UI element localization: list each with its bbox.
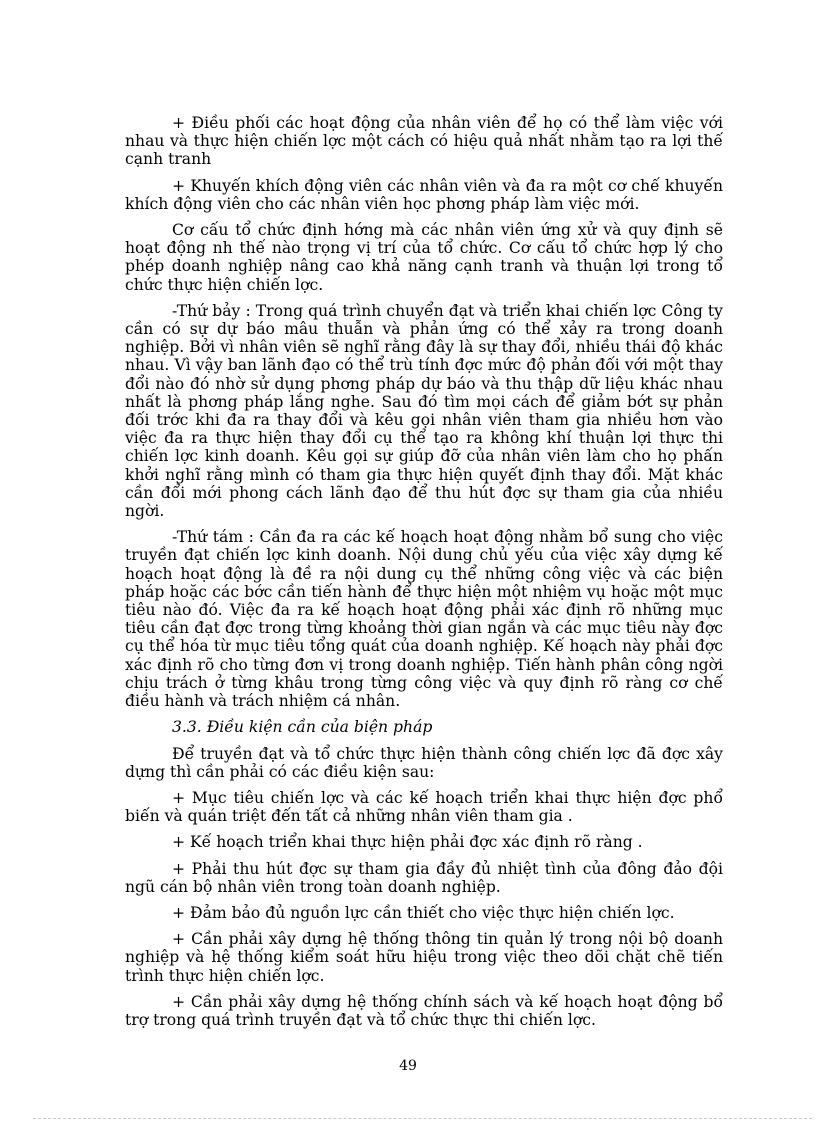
paragraph: Để truyền đạt và tổ chức thực hiện thành công chiến lợc đã đợc xây dựng thì cần phải có các điều kiện sau: — [125, 744, 723, 781]
document-page — [125, 114, 723, 1037]
footer-divider — [33, 1118, 812, 1119]
section-heading: 3.3. Điều kiện cần của biện pháp — [172, 718, 433, 737]
page-number: 49 — [399, 1058, 417, 1074]
paragraph: + Cần phải xây dựng hệ thống thông tin quản lý trong nội bộ doanh nghiệp và hệ thống kiểm soát hữu hiệu trong việc theo dõi chặt chẽ tiến trình thực hiện chiến lợc. — [125, 930, 723, 985]
paragraph: Cơ cấu tổ chức định hớng mà các nhân viên ứng xử và quy định sẽ hoạt động nh thế nào trọng vị trí của tổ chức. Cơ cấu tổ chức hợp lý cho phép doanh nghiệp nâng cao khả năng cạnh tranh và thuận lợi trong tổ chức thực hiện chiến lợc. — [125, 221, 723, 294]
paragraph: + Khuyến khích động viên các nhân viên và đa ra một cơ chế khuyến khích động viên cho các nhân viên học phơng pháp làm việc mới. — [125, 176, 723, 213]
paragraph: + Kế hoạch triển khai thực hiện phải đợc xác định rõ ràng . — [172, 833, 643, 852]
paragraph: -Thứ tám : Cần đa ra các kế hoạch hoạt động nhằm bổ sung cho việc truyền đạt chiến lợc kinh doanh. Nội dung chủ yếu của việc xây dựng kế hoạch hoạt động là đề ra nội dung cụ thể những công việc và các biện pháp hoặc các bớc cần tiến hành để thực hiện một nhiệm vụ hoặc một mục tiêu nào đó. Việc đa ra kế hoạch hoạt động phải xác định rõ những mục tiêu cần đạt đợc trong từng khoảng thời gian ngắn và các mục tiêu này đợc cụ thể hóa từ mục tiêu tổng quát của doanh nghiệp. Kế hoạch này phải đợc xác định rõ cho từng đơn vị trong doanh nghiệp. Tiến hành phân công ngời chịu trách ở từng khâu trong từng công việc và quy định rõ ràng cơ chế điều hành và trách nhiệm cá nhân. — [125, 528, 723, 711]
paragraph: + Phải thu hút đợc sự tham gia đầy đủ nhiệt tình của đông đảo đội ngũ cán bộ nhân viên trong toàn doanh nghiệp. — [125, 859, 723, 896]
paragraph: + Đảm bảo đủ nguồn lực cần thiết cho việc thực hiện chiến lợc. — [172, 903, 675, 922]
paragraph: -Thứ bảy : Trong quá trình chuyển đạt và triển khai chiến lợc Công ty cần có sự dự báo mâu thuẫn và phản ứng có thể xảy ra trong doanh nghiệp. Bởi vì nhân viên sẽ nghĩ rằng đây là sự thay đổi, nhiều thái độ khác nhau. Vì vậy ban lãnh đạo có thể trù tính đợc mức độ phản đối với một thay đổi nào đó nhờ sử dụng phơng pháp dự báo và thu thập dữ liệu khác nhau nhất là phơng pháp lắng nghe. Sau đó tìm mọi cách để giảm bớt sự phản đối trớc khi đa ra thay đổi và kêu gọi nhân viên tham gia nhiều hơn vào việc đa ra thực hiện thay đổi cụ thể tạo ra không khí thuận lợi thực thi chiến lợc kinh doanh. Kêu gọi sự giúp đỡ của nhân viên làm cho họ phấn khởi nghĩ rằng mình có tham gia thực hiện quyết định thay đổi. Mặt khác cần đổi mới phong cách lãnh đạo để thu hút đợc sự tham gia của nhiều ngời. — [125, 301, 723, 521]
paragraph: + Cần phải xây dựng hệ thống chính sách và kế hoạch hoạt động bổ trợ trong quá trình truyền đạt và tổ chức thực thi chiến lợc. — [125, 992, 723, 1029]
paragraph: + Điều phối các hoạt động của nhân viên để họ có thể làm việc với nhau và thực hiện chiến lợc một cách có hiệu quả nhất nhằm tạo ra lợi thế cạnh tranh — [125, 114, 723, 169]
paragraph: + Mục tiêu chiến lợc và các kế hoạch triển khai thực hiện đợc phổ biến và quán triệt đến tất cả những nhân viên tham gia . — [125, 788, 723, 826]
